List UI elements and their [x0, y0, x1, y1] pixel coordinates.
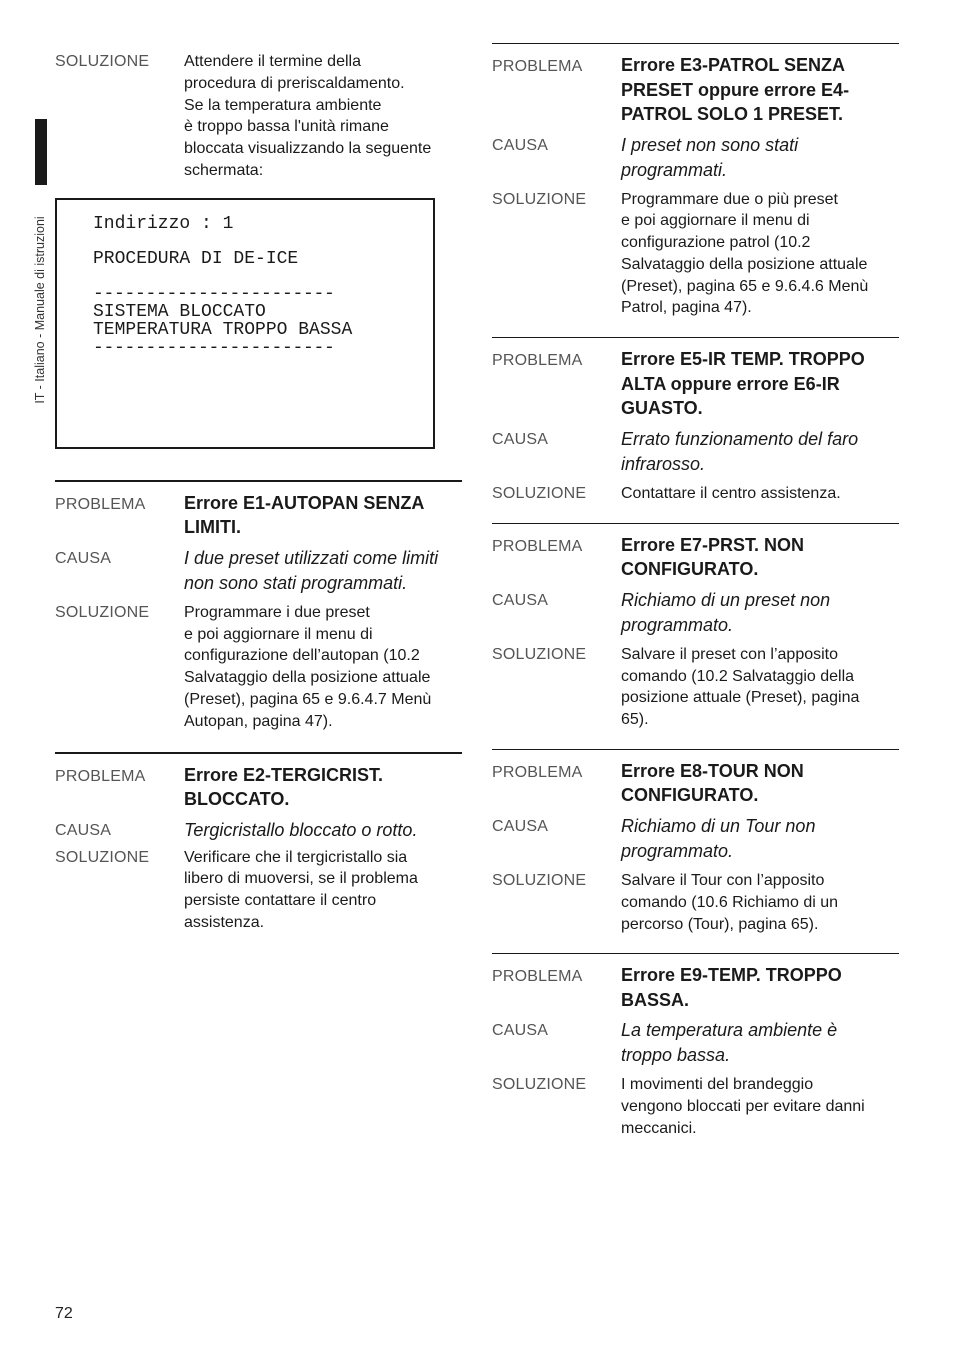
- screen-procedure-line: PROCEDURA DI DE-ICE: [93, 248, 299, 269]
- solution-label: SOLUZIONE: [55, 603, 150, 621]
- text-line: Se la temperatura ambiente: [184, 96, 382, 114]
- solution-text: [621, 189, 899, 320]
- cause-label: CAUSA: [55, 821, 112, 839]
- error-block-e3-e4: [492, 43, 899, 319]
- text-line: CONFIGURATO.: [621, 785, 759, 806]
- cause-label: CAUSA: [492, 591, 549, 609]
- intro-solution-row: [55, 51, 462, 182]
- problem-row: [55, 482, 462, 540]
- problem-row: [492, 44, 899, 127]
- text-line: GUASTO.: [621, 398, 703, 419]
- screen-address-line: Indirizzo : 1: [93, 213, 234, 234]
- solution-row: [55, 847, 462, 934]
- text-line: configurazione patrol (10.2: [621, 234, 811, 252]
- solution-text: [621, 483, 899, 505]
- text-line: ALTA oppure errore E6-IR: [621, 373, 840, 394]
- text-line: Salvare il Tour con l’apposito: [621, 871, 825, 889]
- left-column: [55, 51, 462, 934]
- text-line: Patrol, pagina 47).: [621, 299, 752, 317]
- text-line: Richiamo di un Tour non: [621, 815, 816, 836]
- solution-label: SOLUZIONE: [492, 190, 587, 208]
- problem-label: PROBLEMA: [492, 763, 583, 781]
- screen-temperature-line: TEMPERATURA TROPPO BASSA: [93, 319, 353, 340]
- solution-text: [621, 1074, 899, 1139]
- text-line: assistenza.: [184, 913, 265, 931]
- solution-row: [492, 644, 899, 731]
- problem-row: [492, 338, 899, 421]
- text-line: (Preset), pagina 65 e 9.6.4.6 Menù: [621, 277, 869, 295]
- solution-label: SOLUZIONE: [492, 645, 587, 663]
- error-block-e8: [492, 749, 899, 935]
- problem-row: [492, 954, 899, 1012]
- solution-row: [492, 189, 899, 320]
- solution-row: [492, 483, 899, 505]
- error-block-e1: [55, 480, 462, 733]
- text-line: Errore E8-TOUR NON: [621, 760, 804, 781]
- cause-row: [492, 1018, 899, 1068]
- text-line: percorso (Tour), pagina 65).: [621, 915, 819, 933]
- text-line: posizione attuale (Preset), pagina: [621, 689, 860, 707]
- text-line: persiste contattare il centro: [184, 892, 377, 910]
- problem-label: PROBLEMA: [492, 537, 583, 555]
- cause-row: [55, 546, 462, 596]
- intro-solution-text: [184, 51, 462, 182]
- page-number: 72: [55, 1305, 73, 1322]
- solution-text: [184, 602, 462, 733]
- cause-text: [184, 546, 462, 596]
- text-line: I movimenti del brandeggio: [621, 1076, 814, 1094]
- text-line: programmato.: [621, 614, 734, 635]
- problem-row: [55, 754, 462, 812]
- text-line: PATROL SOLO 1 PRESET.: [621, 104, 844, 124]
- screen-divider-top: -----------------------: [93, 283, 335, 304]
- cause-text: [621, 427, 899, 477]
- text-line: comando (10.2 Salvataggio della: [621, 667, 855, 685]
- text-line: I due preset utilizzati come limiti: [184, 547, 439, 568]
- cause-text: [184, 818, 462, 843]
- text-line: infrarosso.: [621, 453, 706, 474]
- text-line: Richiamo di un preset non: [621, 589, 831, 610]
- problem-label: PROBLEMA: [492, 58, 583, 75]
- text-line: e poi aggiornare il menu di: [184, 625, 373, 643]
- text-line: Errore E2-TERGICRIST.: [184, 764, 384, 785]
- problem-label: PROBLEMA: [55, 767, 146, 785]
- text-line: Contattare il centro assistenza.: [621, 484, 841, 502]
- error-block-e9: [492, 953, 899, 1139]
- text-line: Attendere il termine della: [184, 53, 361, 70]
- text-line: bloccata visualizzando la seguente: [184, 140, 432, 158]
- cause-row: [492, 133, 899, 183]
- problem-label: PROBLEMA: [492, 352, 583, 370]
- text-line: BASSA.: [621, 989, 690, 1010]
- cause-label: CAUSA: [492, 1022, 549, 1040]
- problem-text: [184, 763, 462, 812]
- text-line: CONFIGURATO.: [621, 559, 759, 580]
- problem-text: [184, 491, 462, 540]
- text-line: programmato.: [621, 840, 734, 861]
- text-line: 65).: [621, 711, 649, 729]
- solution-row: [492, 1074, 899, 1139]
- text-line: Autopan, pagina 47).: [184, 712, 333, 730]
- right-column: [492, 43, 899, 1140]
- solution-label: SOLUZIONE: [492, 871, 587, 889]
- solution-label: SOLUZIONE: [55, 53, 150, 70]
- solution-row: [55, 602, 462, 733]
- text-line: LIMITI.: [184, 517, 241, 538]
- cause-label: CAUSA: [492, 136, 549, 154]
- text-line: Errore E7-PRST. NON: [621, 534, 805, 555]
- side-tab-marker: [35, 119, 47, 185]
- problem-text: [621, 963, 899, 1012]
- text-line: è troppo bassa l'unità rimane: [184, 118, 389, 136]
- problem-row: [492, 524, 899, 582]
- text-line: Errato funzionamento del faro: [621, 428, 859, 449]
- cause-text: [621, 1018, 899, 1068]
- solution-text: [621, 870, 899, 935]
- cause-text: [621, 814, 899, 864]
- error-block-e5-e6: [492, 337, 899, 505]
- text-line: I preset non sono stati: [621, 134, 799, 155]
- text-line: Tergicristallo bloccato o rotto.: [184, 819, 418, 840]
- text-line: procedura di preriscaldamento.: [184, 74, 405, 92]
- cause-label: CAUSA: [492, 430, 549, 448]
- text-line: Errore E5-IR TEMP. TROPPO: [621, 349, 865, 370]
- solution-text: [621, 644, 899, 731]
- screen-system-blocked-line: SISTEMA BLOCCATO: [93, 301, 266, 322]
- text-line: Salvare il preset con l’apposito: [621, 645, 839, 663]
- text-line: Errore E1-AUTOPAN SENZA: [184, 492, 425, 513]
- problem-text: [621, 533, 899, 582]
- cause-label: CAUSA: [55, 549, 112, 567]
- cause-row: [492, 427, 899, 477]
- solution-label: SOLUZIONE: [492, 1076, 587, 1094]
- screen-divider-bottom: -----------------------: [93, 337, 335, 358]
- text-line: (Preset), pagina 65 e 9.6.4.7 Menù: [184, 690, 432, 708]
- text-line: Programmare i due preset: [184, 603, 370, 621]
- problem-row: [492, 750, 899, 808]
- text-line: vengono bloccati per evitare danni: [621, 1098, 865, 1116]
- error-block-e2: [55, 752, 462, 934]
- text-line: Salvataggio della posizione attuale: [621, 255, 868, 273]
- text-line: configurazione dell’autopan (10.2: [184, 647, 420, 665]
- cause-row: [492, 814, 899, 864]
- solution-text: [184, 847, 462, 934]
- text-line: schermata:: [184, 161, 264, 179]
- text-line: non sono stati programmati.: [184, 572, 408, 593]
- text-line: Programmare due o più preset: [621, 190, 838, 208]
- problem-label: PROBLEMA: [55, 495, 146, 513]
- error-block-e7: [492, 523, 899, 731]
- osd-screen-box: [55, 198, 435, 449]
- text-line: Errore E9-TEMP. TROPPO: [621, 965, 842, 986]
- problem-text: [621, 53, 899, 127]
- problem-text: [621, 347, 899, 421]
- cause-text: [621, 588, 899, 638]
- text-line: La temperatura ambiente è: [621, 1020, 838, 1041]
- solution-label: SOLUZIONE: [55, 848, 150, 866]
- cause-row: [55, 818, 462, 843]
- problem-label: PROBLEMA: [492, 968, 583, 986]
- text-line: Verificare che il tergicristallo sia: [184, 848, 408, 866]
- text-line: comando (10.6 Richiamo di un: [621, 893, 839, 911]
- solution-row: [492, 870, 899, 935]
- text-line: BLOCCATO.: [184, 789, 290, 810]
- problem-text: [621, 759, 899, 808]
- text-line: programmati.: [621, 159, 728, 180]
- text-line: PRESET oppure errore E4-: [621, 79, 850, 100]
- cause-row: [492, 588, 899, 638]
- solution-label: SOLUZIONE: [492, 484, 587, 502]
- text-line: troppo bassa.: [621, 1045, 731, 1066]
- text-line: libero di muoversi, se il problema: [184, 870, 418, 888]
- text-line: Salvataggio della posizione attuale: [184, 669, 431, 687]
- text-line: Errore E3-PATROL SENZA: [621, 55, 846, 75]
- cause-text: [621, 133, 899, 183]
- text-line: e poi aggiornare il menu di: [621, 212, 810, 230]
- cause-label: CAUSA: [492, 817, 549, 835]
- side-label: IT - Italiano - Manuale di istruzioni: [33, 216, 47, 404]
- text-line: meccanici.: [621, 1119, 697, 1137]
